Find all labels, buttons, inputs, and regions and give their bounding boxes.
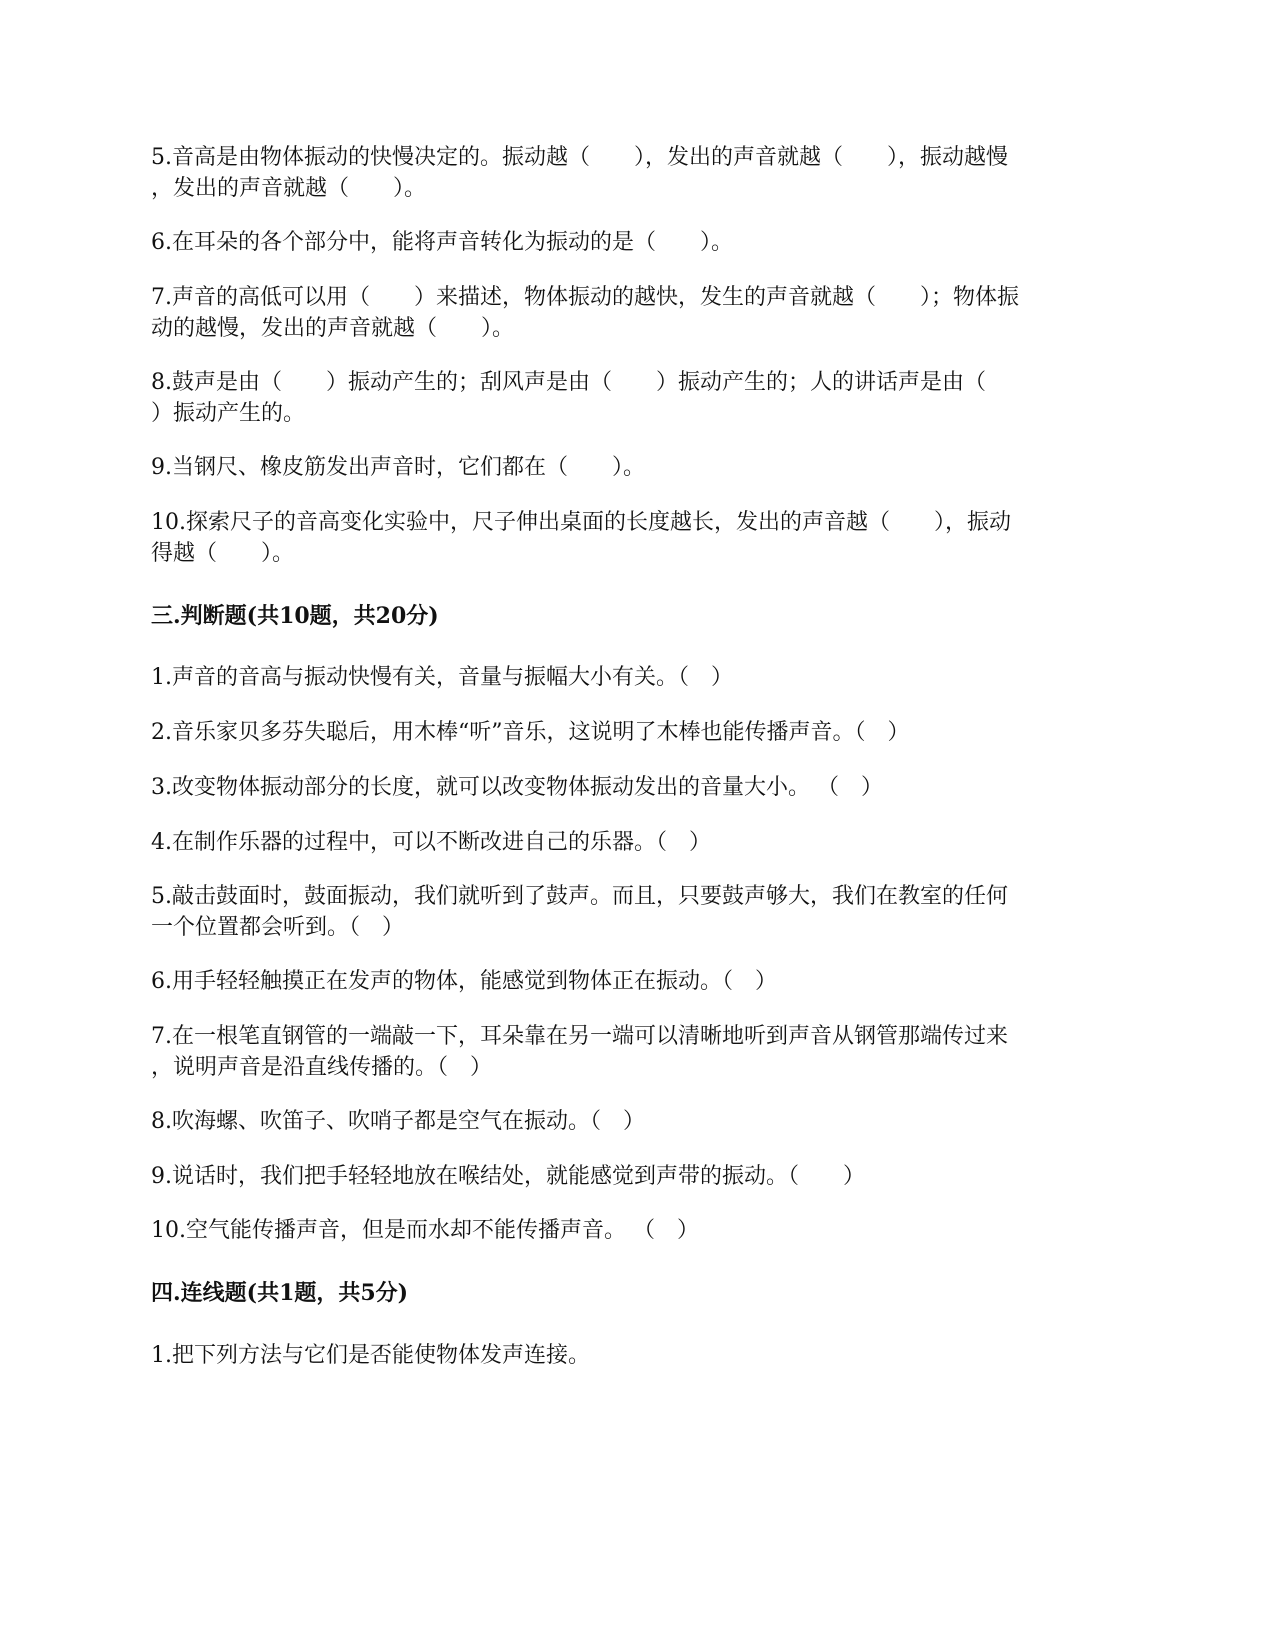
fill-blank-q10-line1: 10.探索尺子的音高变化实验中，尺子伸出桌面的长度越长，发出的声音越（ ），振动 xyxy=(151,510,1011,535)
judge-q7-line1: 7.在一根笔直钢管的一端敲一下，耳朵靠在另一端可以清晰地听到声音从钢管那端传过来 xyxy=(151,1024,1008,1049)
fill-blank-q10-line2: 得越（ ）。 xyxy=(151,541,295,566)
judge-q4: 4.在制作乐器的过程中，可以不断改进自己的乐器。（ ） xyxy=(151,830,711,855)
judge-q6: 6.用手轻轻触摸正在发声的物体，能感觉到物体正在振动。（ ） xyxy=(151,969,777,994)
fill-blank-q7-line1: 7.声音的高低可以用（ ）来描述，物体振动的越快，发生的声音就越（ ）；物体振 xyxy=(151,285,1019,310)
judge-q2: 2.音乐家贝多芬失聪后，用木棒“听”音乐，这说明了木棒也能传播声音。（ ） xyxy=(151,720,910,745)
judge-q5-line2: 一个位置都会听到。（ ） xyxy=(151,915,405,940)
fill-blank-q9: 9.当钢尺、橡皮筋发出声音时，它们都在（ ）。 xyxy=(151,455,645,480)
fill-blank-q5-line2: ，发出的声音就越（ ）。 xyxy=(151,176,427,201)
judge-q1: 1.声音的音高与振动快慢有关，音量与振幅大小有关。（ ） xyxy=(151,665,733,690)
fill-blank-q5-line1: 5.音高是由物体振动的快慢决定的。振动越（ ），发出的声音就越（ ），振动越慢 xyxy=(151,145,1008,170)
judge-q10: 10.空气能传播声音，但是而水却不能传播声音。 （ ） xyxy=(151,1218,699,1243)
judge-q9: 9.说话时，我们把手轻轻地放在喉结处，就能感觉到声带的振动。（ ） xyxy=(151,1164,865,1189)
judge-q8: 8.吹海螺、吹笛子、吹哨子都是空气在振动。（ ） xyxy=(151,1109,645,1134)
fill-blank-q8-line2: ）振动产生的。 xyxy=(151,401,306,426)
judge-q7-line2: ，说明声音是沿直线传播的。（ ） xyxy=(151,1055,493,1080)
judge-q3: 3.改变物体振动部分的长度，就可以改变物体振动发出的音量大小。 （ ） xyxy=(151,775,883,800)
judge-q5-line1: 5.敲击鼓面时，鼓面振动，我们就听到了鼓声。而且，只要鼓声够大，我们在教室的任何 xyxy=(151,884,1008,909)
section4-title: 四.连线题(共1题，共5分) xyxy=(151,1280,409,1306)
fill-blank-q6: 6.在耳朵的各个部分中，能将声音转化为振动的是（ ）。 xyxy=(151,230,733,255)
fill-blank-q8-line1: 8.鼓声是由（ ）振动产生的；刮风声是由（ ）振动产生的；人的讲话声是由（ xyxy=(151,370,986,395)
match-q1: 1.把下列方法与它们是否能使物体发声连接。 xyxy=(151,1343,590,1368)
section3-title: 三.判断题(共10题，共20分) xyxy=(151,603,439,629)
fill-blank-q7-line2: 动的越慢，发出的声音就越（ ）。 xyxy=(151,316,515,341)
